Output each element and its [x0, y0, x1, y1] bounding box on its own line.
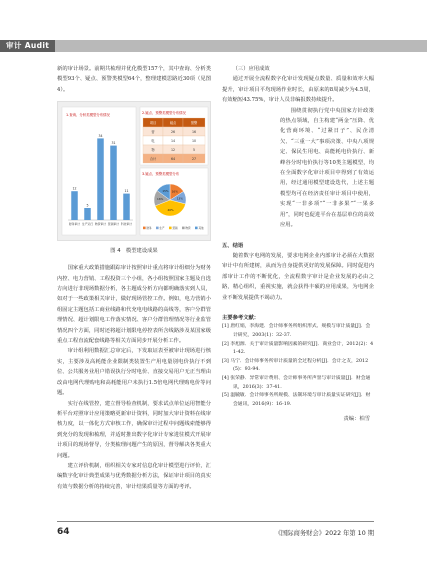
references-heading: 主要参考文献：	[222, 314, 260, 321]
table-cell-text: 14	[170, 139, 176, 144]
legend-swatch	[169, 227, 172, 230]
pie-chart-slices	[154, 184, 186, 216]
left-paragraph-2: 审计组利用数据汇总审定后，下发取证表至被审计现场进行核实，主要涉及高耗能企业限制类装置生产用电量别电价执行不到位、公共服务业用户错误执行分时电价、直接交易用户无正当理由改由电网代理购电和高耗能用户未执行1.5倍电网代理购电价等问题。	[57, 348, 211, 397]
figure-model-results	[57, 101, 211, 241]
table-title: 2.疑点、预警类模型分布情况	[142, 111, 186, 116]
bar-category-label: 营销审计	[107, 222, 120, 227]
bar	[110, 146, 117, 220]
bar-category-label: 生产运行	[81, 222, 94, 227]
right-paragraph-1: 通过开展全流程数字化审计发现疑点数量、质量和效率大幅提升，审计项目平均现场作业时长，由原来的8周减少为4.5周，有效缩短43.75%，审计人员非编报数持续提升。	[222, 76, 374, 104]
page-number: 64	[57, 527, 70, 537]
table-cell-text: 电	[151, 139, 155, 144]
reference-item: [5] 温毓敏．会计师事务所规模、法制环境与审计质量实证研究[J]．财会通讯，2016(9)：16-19.	[222, 393, 371, 407]
table-cell-text: 预警	[190, 121, 198, 126]
bar-value-label: 12	[72, 186, 77, 191]
pie-slice-label: 16%	[171, 189, 178, 194]
reference-item: [2] 李旭源．关于审计质量影响因素的研究[J]．商业会计，2012(2)：41-42.	[222, 341, 374, 356]
table-cell-text: 5	[192, 148, 196, 153]
bar-value-label: 11	[124, 189, 129, 194]
bar-category-label: 物资审计	[94, 222, 107, 227]
bar-category-label: 财务审计	[68, 222, 81, 227]
table-cell-text: 26	[170, 130, 176, 135]
legend-label: 物资	[185, 227, 191, 231]
table-cell-text: 项目	[149, 121, 157, 126]
figure-caption: 图 4 模型建设成果	[110, 248, 158, 255]
reference-item: [1] 唐红娟，李海建．会计师事务所组织形式、规模与审计质量[J]．会计研究，2003(1)：32-37.	[222, 324, 371, 338]
model-table	[143, 118, 205, 163]
legend-label: 财务	[146, 227, 152, 231]
bar-category-label: 科技审计	[120, 222, 133, 227]
table-cell-text: 10	[191, 139, 197, 144]
bar	[84, 208, 91, 220]
table-cell-text: 27	[191, 157, 197, 162]
table-cell-text: 物	[151, 148, 155, 153]
section-heading-effects: （三）应用成效	[232, 66, 270, 72]
journal-name: 《国际商务财会》2022 年第 10 期	[274, 530, 374, 537]
intro-paragraph: 新的审计场景。前期共梳理并优化模型157个，其中查询、分析类模型93个、疑点、预警类模型64个，整理建模思路近30项（见图4）。	[57, 66, 211, 93]
left-column	[57, 64, 211, 492]
conclusion-heading: 五、结语	[222, 242, 244, 249]
header-bar	[0, 40, 427, 52]
figure-svg	[58, 102, 212, 242]
legend-swatch	[143, 227, 146, 230]
legend-label: 其他	[198, 227, 204, 231]
footer-rule	[57, 521, 374, 522]
section-label: 审计 Audit	[0, 40, 55, 52]
right-paragraph-2: 围绕贯彻执行党中央国家方针政策的热点领域，自主构建“两金”压降、优化营商环境、“过紧日子”、民企清欠、“三重一大”事项决策、中央八项规定、保民生用电、高能耗电价执行、新峰谷分时电价执行等10类主题模型，均在全面数字化审计项目中得到了有效运用，经过通用模型建设迭代，上述主题模型均可在经济责任审计项目中使用，实现“一非多项”“一非多果”“一果多用”，同时也促进平台在基层单位的高效应用。	[280, 107, 374, 229]
pie-slice-label: 16%	[157, 196, 164, 201]
legend-swatch	[195, 227, 198, 230]
pie-slice-label: 15%	[162, 189, 169, 194]
pie-slice-label: 13%	[176, 196, 183, 201]
left-paragraph-3: 实行在线管控，建立督导检查机制，要求试点单位运用智能分析平台对照审计应用策略更新审计资料，同时加大审计资料在线审核力度，以一体化方式审核工作，确保审计过程中问题线索能够得到充分的发现和梳理，并适时推出数字化审计专家进驻模式开展审计项目的现场督导，分类梳理问题产生的原因，督导解决各类重大问题。	[57, 400, 211, 459]
table-cell-text: 12	[170, 148, 176, 153]
table-cell-text: 营	[151, 130, 155, 135]
conclusion-paragraph: 随着数字电网的发展，要求电网企业内部审计必须在大数据审计中有所建树，从而为自身提供更好的发展保障。同时促进内部审计工作的不断优化，全流程数字审计是企业发展的必由之路，精心组织，重视实施，就会获得丰硕的应用成果，为电网企业不断发展提供不竭动力。	[222, 252, 374, 301]
reference-item: [3] 马宁．会计师事务所审计质量的全过程分析[J]．会计之友，2012(5)：93-94.	[222, 358, 369, 373]
reference-item: [4] 张荣静．异常审计费用、会计师事务所声誉与审计质量[J]．财会通讯，2016(3)：37-41.	[222, 375, 371, 390]
editor-credit: 责编：柏雪	[343, 416, 370, 423]
legend-label: 生产	[159, 227, 165, 231]
legend-label: 营销	[172, 227, 178, 231]
bar-value-label: 31	[111, 141, 116, 146]
left-paragraph-4: 建立评价机制，组织相关专家对信息化审计模型进行评价，汇编数字化审计典型成果与优秀数据分析方法，保证审计项目的真实有效与数据分析的持续完善，审计结果质量等方面的考评。	[57, 462, 211, 490]
legend-swatch	[156, 227, 159, 230]
pie-slice-label: 40%	[167, 208, 174, 213]
bar	[123, 194, 130, 220]
bar	[97, 139, 104, 221]
table-cell-text: 合计	[149, 157, 157, 162]
legend-swatch	[182, 227, 185, 230]
left-paragraph-1: 国家重大政策措施跟踪审计按照审计重点将审计组细分为财务内控、电力营销、工程投资三个小组，各小组按照国家主题及自选方向进行非现场数据分析，各主题成分析方向都明确落实到人员，如对于一些政策相关审计，做好现场管控工作。例如，电力营销小组固定主题包括工商业线路和代充电电线路的高线等，客户分群管理情况、超计划限电工作落实情况、客户分群管理情况等行业监管情况四个方面，同时还将超计划限电停控表所含线路涉及某国家级重点工程直流配套线路等相关方面同步开展分析工作。	[57, 265, 211, 345]
table-cell-text: 64	[170, 157, 176, 162]
right-column	[222, 64, 374, 422]
bar-value-label: 5	[86, 203, 89, 208]
bar-value-label: 34	[98, 134, 103, 139]
table-cell-text: 16	[191, 130, 197, 135]
bar-chart-title: 1.查询、分析类模型分布情况	[66, 113, 110, 118]
table-cell-text: 疑点	[169, 121, 177, 126]
bar	[71, 191, 78, 220]
pie-chart-title: 3.疑点、预警类模型分布	[142, 172, 180, 177]
